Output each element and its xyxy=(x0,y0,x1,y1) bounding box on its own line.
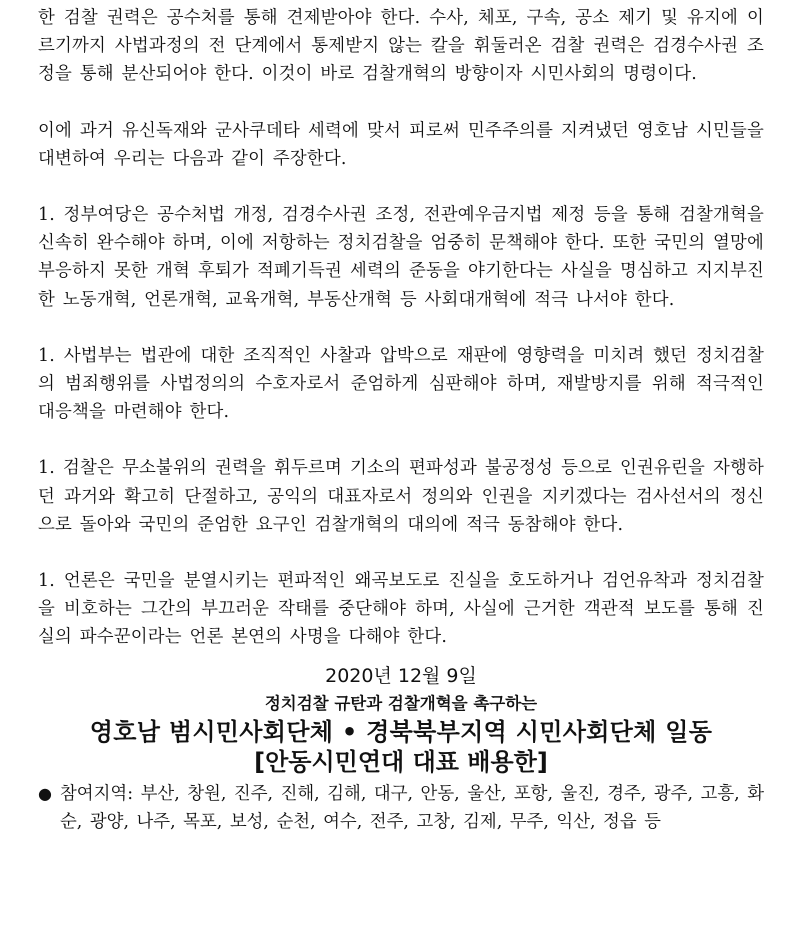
signature-subtitle: 정치검찰 규탄과 검찰개혁을 촉구하는 xyxy=(264,693,538,713)
demand-press: 1. 언론은 국민을 분열시키는 편파적인 왜곡보도로 진실을 호도하거나 검언유착과 정치검찰을 비호하는 그간의 부끄러운 작태를 중단해야 하며, 사실에 근거한 객관적 보도를 통해 진실의 파수꾼이라는 언론 본연의 사명을 다해야 한다. xyxy=(38,571,764,648)
demand-prosecution: 1. 검찰은 무소불위의 권력을 휘두르며 기소의 편파성과 불공정성 등으로 인권유린을 자행하던 과거와 확고히 단절하고, 공익의 대표자로서 정의와 인권을 지키겠다는 검사선서의 정신으로 돌아와 국민의 준엄한 요구인 검찰개혁의 대의에 적극 동참해야 한다. xyxy=(38,458,764,535)
demand-government: 1. 정부여당은 공수처법 개정, 검경수사권 조정, 전관예우금지법 제정 등을 통해 검찰개혁을 신속히 완수해야 하며, 이에 저항하는 정치검찰을 엄중히 문책해야 한다. 또한 국민의 열망에 부응하지 못한 개혁 후퇴가 적폐기득권 세력의 준동을 야기한다는 사실을 명심하고 지지부진한 노동개혁, 언론개혁, 교육개혁, 부동산개혁 등 사회대개혁에 적극 나서야 한다. xyxy=(38,205,764,310)
demand-judiciary: 1. 사법부는 법관에 대한 조직적인 사찰과 압박으로 재판에 영향력을 미치려 했던 정치검찰의 범죄행위를 사법정의의 수호자로서 준엄하게 심판해야 하며, 재발방지를 위해 적극적인 대응책을 마련해야 한다. xyxy=(38,345,764,423)
bullet-icon: ● xyxy=(38,783,52,803)
paragraph-intro: 한 검찰 권력은 공수처를 통해 견제받아야 한다. 수사, 체포, 구속, 공소 제기 및 유지에 이르기까지 사법과정의 전 단계에서 통제받지 않는 칼을 휘둘러온 검찰 권력은 검경수사권 조정을 통해 분산되어야 한다. 이것이 바로 검찰개혁의 방향이자 시민사회의 명령이다. xyxy=(38,8,764,85)
participating-regions xyxy=(38,780,764,836)
document-date: 2020년 12월 9일 xyxy=(325,664,477,687)
regions-list: 참여지역: 부산, 창원, 진주, 진해, 김해, 대구, 안동, 울산, 포항, 울진, 경주, 광주, 고흥, 화순, 광양, 나주, 목포, 보성, 순천, 여수, 전주, 고창, 김제, 무주, 익산, 정읍 등 xyxy=(60,783,764,832)
signatory-representative: [안동시민연대 대표 배용한] xyxy=(254,747,548,776)
signatory-organizations: 영호남 범시민사회단체 • 경북북부지역 시민사회단체 일동 xyxy=(89,717,713,746)
paragraph-statement: 이에 과거 유신독재와 군사쿠데타 세력에 맞서 피로써 민주주의를 지켜냈던 영호남 시민들을 대변하여 우리는 다음과 같이 주장한다. xyxy=(38,120,764,169)
